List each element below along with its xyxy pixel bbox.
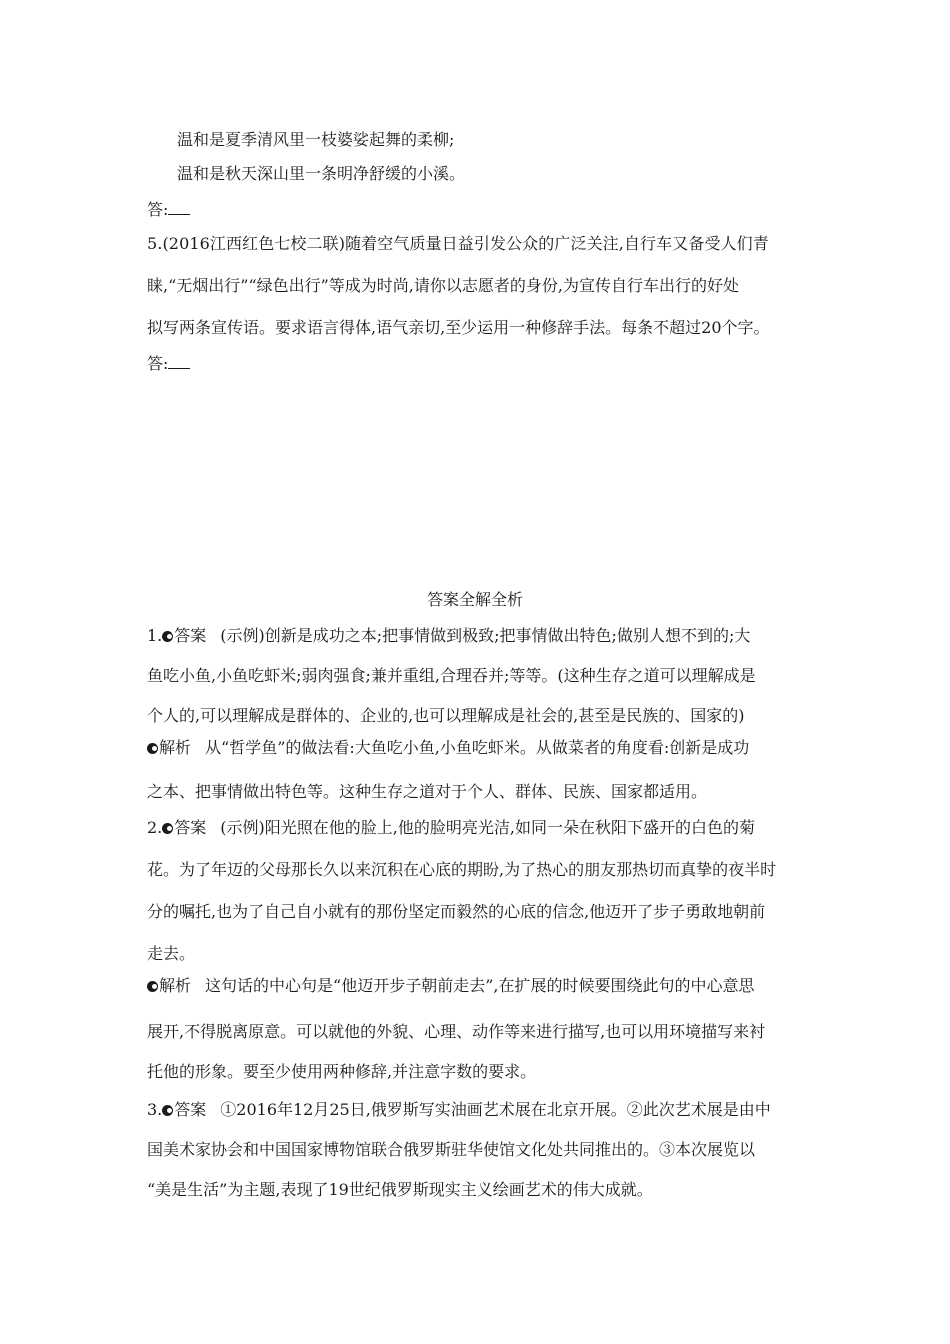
answer-blank[interactable] <box>168 200 190 215</box>
analysis-tag: 解析 <box>159 976 192 995</box>
question-5-line <box>0 318 950 338</box>
answer-number: 1. <box>147 626 163 645</box>
answer-3-line <box>0 1100 950 1120</box>
q5-text: 拟写两条宣传语。要求语言得体,语气亲切,至少运用一种修辞手法。每条不超过20个字。 <box>147 318 770 337</box>
answer-text: 分的嘱托,也为了自己自小就有的那份坚定而毅然的心底的信念,他迈开了步子勇敢地朝前 <box>147 902 766 921</box>
analysis-2-line <box>0 1022 950 1042</box>
analysis-mark-icon <box>147 743 158 754</box>
analysis-1-line <box>0 782 950 802</box>
analysis-1-line <box>0 738 950 758</box>
answer-line <box>0 200 950 220</box>
answer-1-line <box>0 666 950 686</box>
answer-2-line <box>0 944 950 964</box>
answer-label: 答: <box>147 200 169 219</box>
answer-text: 国美术家协会和中国国家博物馆联合俄罗斯驻华使馆文化处共同推出的。③本次展览以 <box>147 1140 756 1159</box>
answer-text: 花。为了年迈的父母那长久以来沉积在心底的期盼,为了热心的朋友那热切而真挚的夜半时 <box>147 860 777 879</box>
answer-label: 答: <box>147 354 169 373</box>
answer-text: ①2016年12月25日,俄罗斯写实油画艺术展在北京开展。②此次艺术展是由中 <box>220 1100 771 1119</box>
answer-text: 鱼吃小鱼,小鱼吃虾米;弱肉强食;兼并重组,合理吞并;等等。(这种生存之道可以理解成是 <box>147 666 756 685</box>
answer-blank[interactable] <box>168 354 190 369</box>
analysis-text: 展开,不得脱离原意。可以就他的外貌、心理、动作等来进行描写,也可以用环境描写来衬 <box>147 1022 766 1041</box>
analysis-text: 托他的形象。要至少使用两种修辞,并注意字数的要求。 <box>147 1062 537 1081</box>
answer-mark-icon <box>162 823 173 834</box>
answer-tag: 答案 <box>174 1100 207 1119</box>
analysis-2-line <box>0 1062 950 1082</box>
analysis-2-line <box>0 976 950 996</box>
analysis-text: 从“哲学鱼”的做法看:大鱼吃小鱼,小鱼吃虾米。从做菜者的角度看:创新是成功 <box>205 738 750 757</box>
q5-text: 睐,“无烟出行”“绿色出行”等成为时尚,请你以志愿者的身份,为宣传自行车出行的好处 <box>147 276 739 295</box>
answer-1-line <box>0 626 950 646</box>
answer-mark-icon <box>162 1105 173 1116</box>
poem-line-1: 温和是夏季清风里一枝婆娑起舞的柔柳; <box>177 130 455 149</box>
answer-text: “美是生活”为主题,表现了19世纪俄罗斯现实主义绘画艺术的伟大成就。 <box>147 1180 653 1199</box>
answer-tag: 答案 <box>174 818 207 837</box>
analysis-text: 之本、把事情做出特色等。这种生存之道对于个人、群体、民族、国家都适用。 <box>147 782 708 801</box>
answer-text: 走去。 <box>147 944 196 963</box>
answer-number: 2. <box>147 818 163 837</box>
answer-number: 3. <box>147 1100 163 1119</box>
answer-2-line <box>0 818 950 838</box>
text-line <box>0 130 950 150</box>
answer-text: (示例)创新是成功之本;把事情做到极致;把事情做出特色;做别人想不到的;大 <box>220 626 751 645</box>
answer-text: (示例)阳光照在他的脸上,他的脸明亮光洁,如同一朵在秋阳下盛开的白色的菊 <box>220 818 755 837</box>
text-line <box>0 164 950 184</box>
answer-1-line <box>0 706 950 726</box>
answer-mark-icon <box>162 631 173 642</box>
analysis-text: 这句话的中心句是“他迈开步子朝前走去”,在扩展的时候要围绕此句的中心意思 <box>205 976 755 995</box>
poem-line-2: 温和是秋天深山里一条明净舒缓的小溪。 <box>177 164 466 183</box>
answer-2-line <box>0 860 950 880</box>
analysis-tag: 解析 <box>159 738 192 757</box>
question-5-line <box>0 234 950 254</box>
answer-3-line <box>0 1180 950 1200</box>
answer-2-line <box>0 902 950 922</box>
question-5-line <box>0 276 950 296</box>
answer-tag: 答案 <box>174 626 207 645</box>
answer-text: 个人的,可以理解成是群体的、企业的,也可以理解成是社会的,甚至是民族的、国家的) <box>147 706 745 725</box>
answer-3-line <box>0 1140 950 1160</box>
section-heading: 答案全解全析 <box>426 590 523 609</box>
q5-text: 5.(2016江西红色七校二联)随着空气质量日益引发公众的广泛关注,自行车又备受人们青 <box>147 234 769 253</box>
answer-line <box>0 354 950 374</box>
analysis-mark-icon <box>147 981 158 992</box>
